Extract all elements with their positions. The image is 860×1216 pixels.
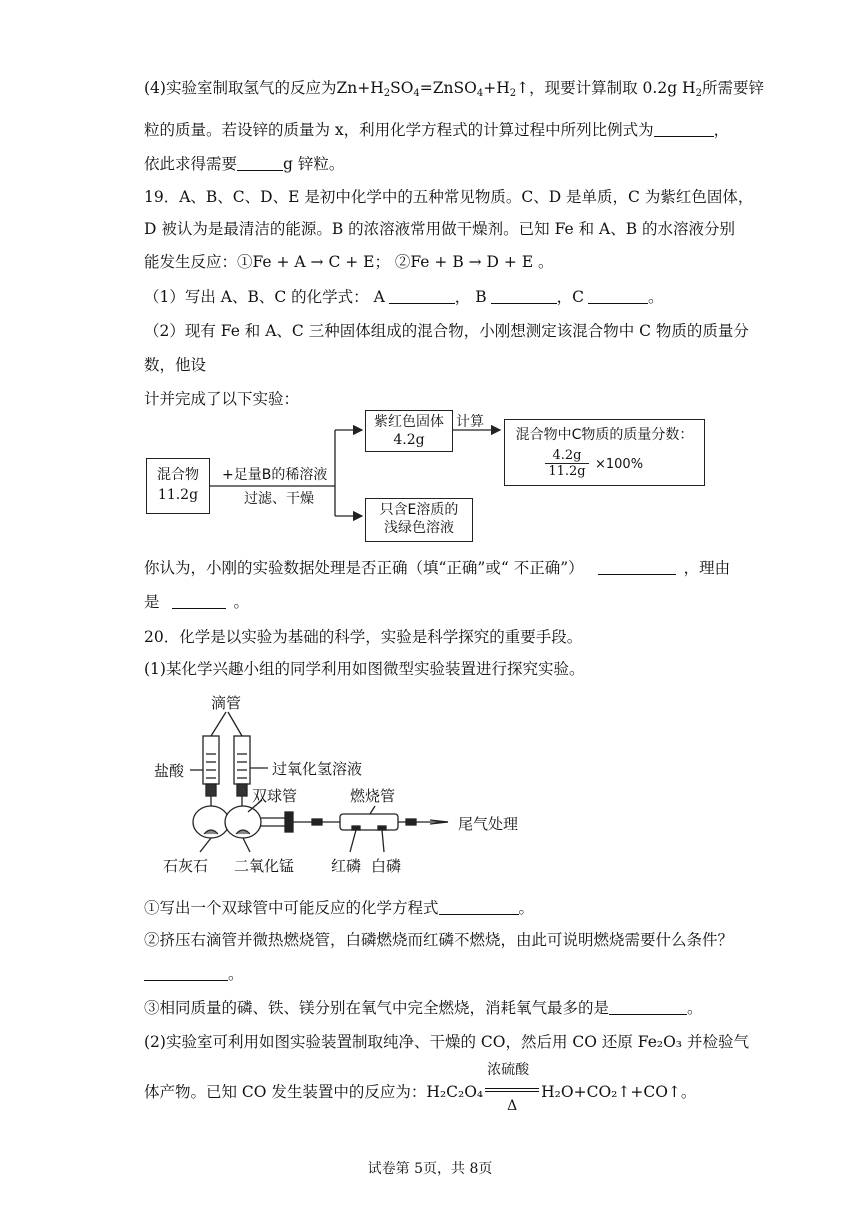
q19-part2-line3: 计并完成了以下实验： [144, 390, 300, 408]
q20-q3: ③相同质量的磷、铁、镁分别在氧气中完全燃烧，消耗氧气最多的是 。 [144, 999, 703, 1017]
q18-4-line2: 粒的质量。若设锌的质量为 x，利用化学方程式的计算过程中所列比例式为 ， [144, 121, 730, 139]
q19-line2: D 被认为是最清洁的能源。B 的浓溶液常用做干燥剂。已知 Fe 和 A、B 的水溶液分别 [144, 220, 736, 238]
result-box: 混合物中C物质的质量分数： 4.2g 11.2g ×100% [504, 419, 705, 486]
q20-q2: ②挤压右滴管并微热燃烧管，白磷燃烧而红磷不燃烧，由此可说明燃烧需要什么条件？ [144, 931, 734, 949]
combustion-tube-label: 燃烧管 [350, 787, 396, 805]
answer-blank-metal[interactable] [609, 1000, 687, 1015]
q19-judge-line2: 是 。 [144, 593, 250, 611]
q20-part1: (1)某化学兴趣小组的同学利用如图微型实验装置进行探究实验。 [144, 660, 585, 678]
q19-line3: 能发生反应：①Fe + A → C + E； ②Fe + B → D + E 。 [144, 253, 554, 271]
q19-judge-line1: 你认为，小刚的实验数据处理是否正确（填“正确”或“ 不正确”） ，理由 [144, 559, 731, 577]
solid-box: 紫红色固体 4.2g [365, 410, 453, 452]
dropper-label: 滴管 [211, 694, 242, 712]
q19-part2-line2: 数，他设 [144, 356, 207, 374]
reaction-condition: 浓硫酸 Δ [483, 1082, 541, 1102]
answer-blank-condition[interactable] [144, 966, 228, 981]
q20-part2-line1: (2)实验室可利用如图实验装置制取纯净、干燥的 CO，然后用 CO 还原 Fe₂O₃ 并检验气 [144, 1033, 749, 1051]
double-bulb-label: 双球管 [252, 787, 298, 805]
h2o2-label: 过氧化氢溶液 [272, 760, 363, 778]
q20-line1: 20．化学是以实验为基础的科学，实验是科学探究的重要手段。 [144, 628, 583, 646]
exhaust-label: 尾气处理 [458, 815, 519, 833]
q18-4-line1: (4)实验室制取氢气的反应为$Zn+H_2SO_4=ZnSO_4+H_2↑$，现要计算制取 0.2g $H_2$所需要锌 [144, 79, 764, 99]
mixture-box: 混合物 11.2g [146, 458, 210, 514]
answer-blank-equation[interactable] [439, 900, 519, 915]
q20-q2-answer: 。 [144, 964, 244, 984]
q20-q1: ①写出一个双球管中可能反应的化学方程式 。 [144, 899, 535, 917]
q20-part2-line2: 体产物。已知 CO 发生装置中的反应为：H₂C₂O₄ 浓硫酸 Δ H₂O+CO₂↑+CO↑。 [144, 1062, 697, 1114]
reagent-label: +足量B的稀溶液 [222, 467, 328, 483]
steps-label: 过滤、干燥 [244, 491, 314, 507]
q19-part1: （1）写出 A、B、C 的化学式： A ， B ，C 。 [144, 288, 664, 306]
white-p-label: 白磷 [371, 857, 402, 875]
q19-part2-line1: （2）现有 Fe 和 A、C 三种固体组成的混合物，小刚想测定该混合物中 C 物质的质量分 [144, 322, 749, 340]
red-p-label: 红磷 [331, 857, 362, 875]
hcl-label: 盐酸 [154, 762, 185, 780]
calc-label: 计算 [456, 414, 484, 430]
page-footer: 试卷第 5页，共 8页 [367, 1161, 493, 1177]
limestone-label: 石灰石 [163, 857, 209, 875]
q19-line1: 19．A、B、C、D、E 是初中化学中的五种常见物质。C、D 是单质，C 为紫红色固体， [144, 188, 754, 206]
mno2-label: 二氧化锰 [234, 857, 295, 875]
q18-4-line3: 依此求得需要 g 锌粒。 [144, 155, 345, 173]
solution-box: 只含E溶质的 浅绿色溶液 [365, 498, 473, 542]
